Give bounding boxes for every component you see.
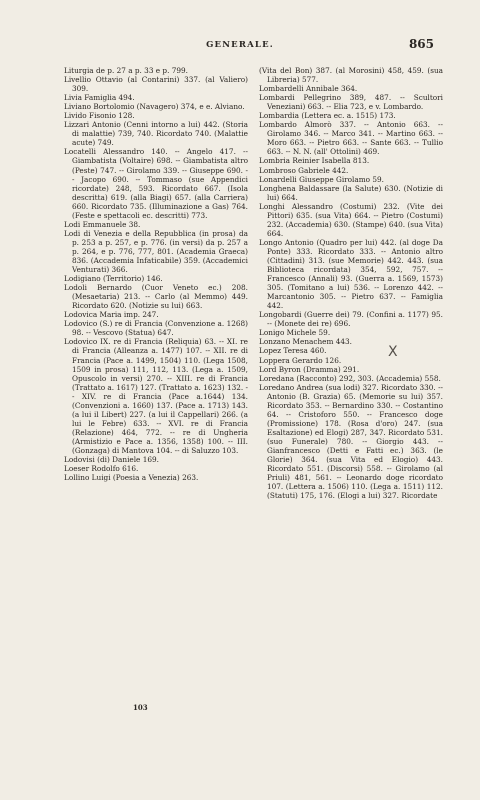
index-entry: Lodovisi (di) Daniele 169. (64, 455, 159, 465)
index-entry: Longo Antonio (Quadro per lui) 442. (al doge Da Ponte) 333. Ricordato 333. -- Antonio altro (Cittadini) 313. (sue Memorie) 442. 443. (sua Biblioteca ricordata) 354, 592, 757. -- Francesco (Annali) 93. (Guerra a. 1569, 1573) 305. (Tomitano a lui) 536. -- Lorenzo 442. -- Marcantonio 305. -- Pietro 637. -- Famiglia 442. (259, 237, 443, 311)
index-entry: Lonardelli Giuseppe Girolamo 59. (259, 174, 384, 184)
index-entry: Lombardelli Annibale 364. (259, 84, 358, 94)
index-entry: Lonzano Menachem 443. (259, 337, 352, 347)
index-entry: Lopez Teresa 460. (259, 346, 327, 356)
index-entry: (Vita del Bon) 387. (al Morosini) 458, 459. (sua Libreria) 577. (259, 66, 443, 85)
index-entry: Livia Famiglia 494. (64, 93, 135, 103)
index-entry: Liviano Bortolomio (Navagero) 374, e e. Alviano. (64, 102, 245, 112)
index-entry: Lodigiano (Territorio) 146. (64, 274, 163, 284)
index-entry: Lollino Luigi (Poesia a Venezia) 263. (64, 473, 199, 483)
index-entry: Lodi Emmanuele 38. (64, 219, 141, 229)
index-entry: Lombardo Almorò 337. -- Antonio 663. -- Girolamo 346. -- Marco 341. -- Martino 663. -- Moro 663. -- Pietro 663. -- Sante 663. -- Tullio 663. -- N. N. (all' Ottolini) 469. (259, 120, 443, 157)
index-column-left (64, 66, 248, 482)
index-entry: Liturgia de p. 27 a p. 33 e p. 799. (64, 66, 188, 75)
index-entry: Livellio Ottavio (al Contarini) 337. (al Valiero) 309. (64, 75, 248, 94)
index-entry: Lonigo Michele 59. (259, 328, 331, 338)
index-entry: Lombardi Pellegrino 389, 487. -- Scultori Veneziani) 663. -- Elia 723, e v. Lombardo. (259, 93, 443, 112)
index-entry: Lodi di Venezia e della Repubblica (in prosa) da p. 253 a p. 257, e p. 776. (in versi) da p. 257 a p. 264, e p. 776, 777, 801. (Academia Graeca) 836. (Accademia Infaticabile) 359. (Accademici Venturati) 366. (64, 228, 248, 275)
index-entry: Lizzari Antonio (Cenni intorno a lui) 442. (Storia di malattie) 739, 740. Ricordato 740. (Malattie acute) 749. (64, 120, 248, 148)
index-entry: Longhena Baldassare (la Salute) 630. (Notizie di lui) 664. (259, 183, 443, 202)
index-column-right (259, 66, 443, 500)
index-entry: Locatelli Alessandro 140. -- Angelo 417. -- Giambatista (Voltaire) 698. -- Giambatista altro (Peste) 747. -- Girolamo 339. -- Giuseppe 690. -- Jacopo 690. -- Tommaso (sue Appendici ricordate) 248, 593. Ricordato 667. (Isola descritta) 619. (alla Biagi) 657. (alla Carriera) 660. Ricordato 735. (Illuminazione a Gas) 764. (Feste e spettacoli ec. descritti) 773. (64, 147, 248, 220)
index-entry: Lombroso Gabriele 442. (259, 165, 349, 175)
margin-cross-mark: X (388, 344, 398, 360)
index-entry: Livido Fisonio 128. (64, 111, 135, 121)
index-entry: Loredano Andrea (sua lodi) 327. Ricordato 330. -- Antonio (B. Grazia) 65. (Memorie su lui) 357. Ricordato 353. -- Bernardino 330. -- Costantino 64. -- Cristoforo 550. -- Francesco doge (Promissione) 178. (Rosa d'oro) 247. (sua Esaltazione) ed Elogi) 287, 347. Ricordato 531. (suo Funerale) 780. -- Giorgio 443. -- Gianfrancesco (Detti e Fatti ec.) 363. (le Glorie) 364. (sua Vita ed Elogio) 443. Ricordato 551. (Discorsi) 558. -- Girolamo (al Priuli) 481, 561. -- Leonardo doge ricordato 107. (Lettera a. 1506) 110. (Lega a. 1511) 112. (Statuti) 175, 176. (Elogi a lui) 327. Ricordate (259, 382, 443, 501)
signature-mark: 103 (133, 703, 148, 712)
index-entry: Loppera Gerardo 126. (259, 355, 342, 365)
index-entry: Longobardi (Guerre dei) 79. (Confini a. 1177) 95. -- (Monete dei re) 696. (259, 310, 443, 329)
index-entry: Lodovico (S.) re di Francia (Convenzione a. 1268) 98. -- Vescovo (Statua) 647. (64, 319, 248, 338)
index-entry: Lodovica Maria imp. 247. (64, 310, 159, 320)
index-entry: Lodovico IX. re di Francia (Reliquia) 63. -- XI. re di Francia (Alleanza a. 1477) 107. -- XII. re di Francia (Pace a. 1499, 1504) 110. (Lega 1508, 1509 in prosa) 111, 112, 113. (Lega a. 1509, Opuscolo in versi) 270. -- XIII. re di Francia (Trattato a. 1617) 127. (Trattato a. 1623) 132. -- XIV. re di Francia (Pace a.1644) 134. (Convenzioni a. 1660) 137. (Pace a. 1713) 143. (a lui il Libert) 227. (a lui il Cappellari) 266. (a lui le Febre) 633. -- XVI. re di Francia (Relazione) 464, 772. -- re di Ungheria (Armistizio e Pace a. 1356, 1358) 100. -- III. (Gonzaga) di Mantova 104. -- di Saluzzo 103. (64, 337, 248, 455)
index-entry: Lombria Reinier Isabella 813. (259, 156, 370, 166)
index-entry: Loeser Rodolfo 616. (64, 464, 139, 474)
index-entry: Lodoli Bernardo (Cuor Veneto ec.) 208. (Mesaetaria) 213. -- Carlo (al Memmo) 449. Ricordato 620. (Notizie su lui) 663. (64, 283, 248, 311)
index-entry: Longhi Alessandro (Costumi) 232. (Vite dei Pittori) 635. (sua Vita) 664. -- Pietro (Costumi) 232. (Accademia) 630. (Stampe) 640. (sua Vita) 664. (259, 201, 443, 238)
index-entry: Lord Byron (Dramma) 291. (259, 364, 360, 374)
page-number: 865 (408, 37, 434, 51)
index-entry: Loredana (Racconto) 292, 303. (Accademia) 558. (259, 373, 441, 383)
index-entry: Lombardia (Lettera ec. a. 1515) 173. (259, 111, 396, 121)
running-header: GENERALE. (206, 40, 274, 50)
